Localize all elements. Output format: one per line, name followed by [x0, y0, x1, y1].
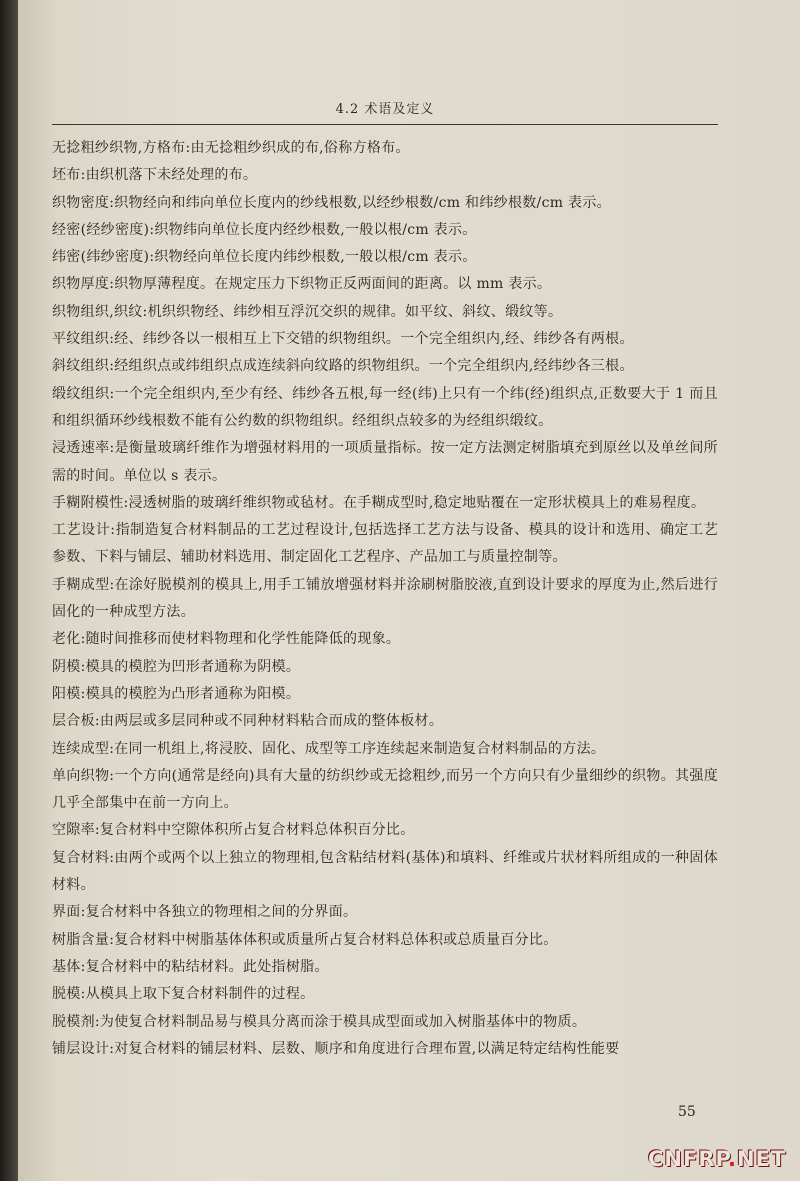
- section-heading: 4.2 术语及定义: [335, 102, 435, 117]
- paragraph: 界面:复合材料中各独立的物理相之间的分界面。: [52, 904, 358, 921]
- paragraph: 复合材料:由两个或两个以上独立的物理相,包含粘结材料(基体)和填料、纤维或片状材料所组成的一种固体材料。: [52, 849, 718, 894]
- paragraph: 单向织物:一个方向(通常是经向)具有大量的纺织纱或无捻粗纱,而另一个方向只有少量细纱的织物。其强度几乎全部集中在前一方向上。: [52, 767, 718, 812]
- watermark-left: CNFRP: [648, 1147, 729, 1171]
- paragraph: 织物厚度:织物厚薄程度。在规定压力下织物正反两面间的距离。以 mm 表示。: [52, 276, 552, 293]
- paragraph: 阴模:模具的模腔为凹形者通称为阴模。: [52, 658, 301, 675]
- paragraph: 平纹组织:经、纬纱各以一根相互上下交错的织物组织。一个完全组织内,经、纬纱各有两根。: [52, 331, 634, 348]
- site-watermark: [648, 1147, 786, 1171]
- paragraph: 坯布:由织机落下未经处理的布。: [52, 167, 258, 184]
- paragraph: 空隙率:复合材料中空隙体积所占复合材料总体积百分比。: [52, 822, 415, 839]
- body-text: [52, 135, 718, 1063]
- paragraph: 手糊成型:在涂好脱模剂的模具上,用手工铺放增强材料并涂刷树脂胶液,直到设计要求的厚度为止,然后进行固化的一种成型方法。: [52, 576, 718, 621]
- paragraph: 树脂含量:复合材料中树脂基体体积或质量所占复合材料总体积或总质量百分比。: [52, 931, 558, 948]
- paragraph: 脱模剂:为使复合材料制品易与模具分离而涂于模具成型面或加入树脂基体中的物质。: [52, 1013, 587, 1030]
- paragraph: 浸透速率:是衡量玻璃纤维作为增强材料用的一项质量指标。按一定方法测定树脂填充到原丝以及单丝间所需的时间。单位以 s 表示。: [52, 440, 718, 484]
- paragraph: 连续成型:在同一机组上,将浸胶、固化、成型等工序连续起来制造复合材料制品的方法。: [52, 740, 606, 757]
- watermark-dot: .: [728, 1147, 738, 1171]
- paragraph: 手糊附模性:浸透树脂的玻璃纤维织物或毡材。在手糊成型时,稳定地贴覆在一定形状模具上的难易程度。: [52, 494, 706, 511]
- paragraph: 工艺设计:指制造复合材料制品的工艺过程设计,包括选择工艺方法与设备、模具的设计和选用、确定工艺参数、下料与铺层、辅助材料选用、制定固化工艺程序、产品加工与质量控制等。: [52, 522, 718, 566]
- paragraph: 基体:复合材料中的粘结材料。此处指树脂。: [52, 958, 329, 975]
- paragraph: 脱模:从模具上取下复合材料制件的过程。: [52, 986, 315, 1003]
- paragraph: 纬密(纬纱密度):织物经向单位长度内纬纱根数,一般以根/cm 表示。: [52, 249, 477, 266]
- book-page: [18, 0, 800, 1181]
- paragraph: 阳模:模具的模腔为凸形者通称为阳模。: [52, 685, 301, 702]
- page-number: 55: [678, 1104, 696, 1120]
- paragraph: 层合板:由两层或多层同种或不同种材料粘合而成的整体板材。: [52, 713, 444, 730]
- paragraph: 缎纹组织:一个完全组织内,至少有经、纬纱各五根,每一经(纬)上只有一个纬(经)组织点,正数要大于 1 而且和组织循环纱线根数不能有公约数的织物组织。经组织点较多的为经组织缎纹。: [52, 385, 718, 429]
- paragraph: 织物密度:织物经向和纬向单位长度内的纱线根数,以经纱根数/cm 和纬纱根数/cm 表示。: [52, 194, 611, 211]
- paragraph: 老化:随时间推移而使材料物理和化学性能降低的现象。: [52, 631, 401, 648]
- running-header: [52, 98, 718, 125]
- paragraph: 铺层设计:对复合材料的铺层材料、层数、顺序和角度进行合理布置,以满足特定结构性能要: [52, 1040, 620, 1057]
- paragraph: 斜纹组织:经组织点或纬组织点成连续斜向纹路的织物组织。一个完全组织内,经纬纱各三根。: [52, 358, 634, 375]
- paragraph: 经密(经纱密度):织物纬向单位长度内经纱根数,一般以根/cm 表示。: [52, 221, 477, 238]
- watermark-right: NET: [737, 1147, 787, 1171]
- paragraph: 织物组织,织纹:机织织物经、纬纱相互浮沉交织的规律。如平纹、斜纹、缎纹等。: [52, 303, 563, 320]
- paragraph: 无捻粗纱织物,方格布:由无捻粗纱织成的布,俗称方格布。: [52, 140, 410, 156]
